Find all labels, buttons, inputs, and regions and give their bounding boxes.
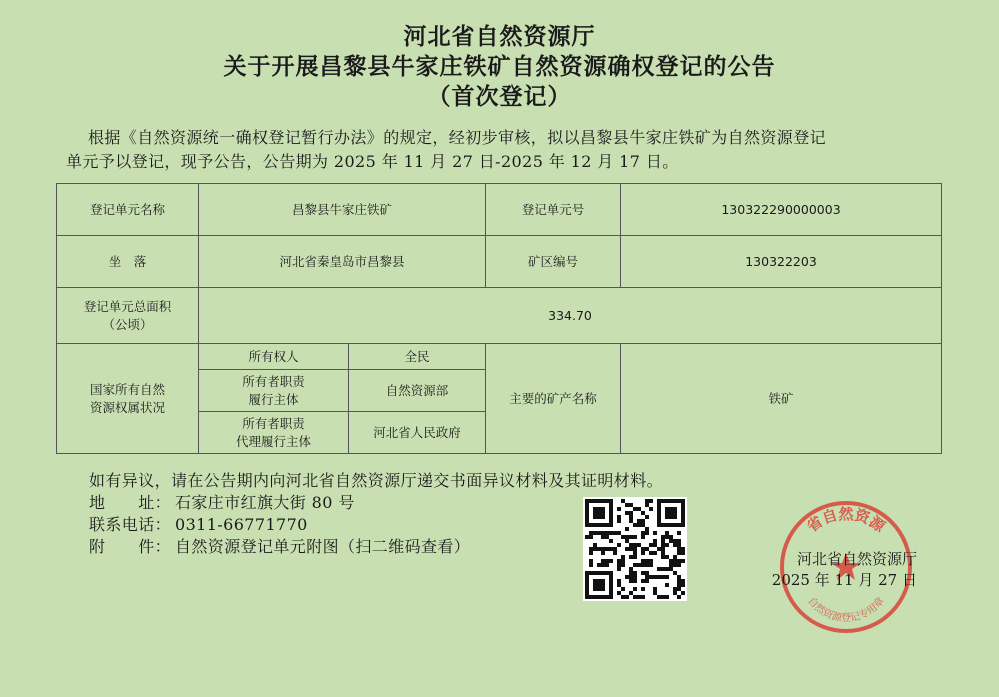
owner-value: 全民 <box>349 344 486 370</box>
owner-label: 所有权人 <box>199 344 349 370</box>
attachment-value: 自然资源登记单元附图（扫二维码查看） <box>175 537 471 556</box>
proxy-label-line-1: 所有者职责 <box>242 415 305 431</box>
table-row <box>57 184 942 236</box>
mine-no-value: 130322203 <box>621 236 942 288</box>
title-line-2: 关于开展昌黎县牛家庄铁矿自然资源确权登记的公告 <box>223 54 776 80</box>
title-line-3: （首次登记） <box>427 84 572 110</box>
area-label-line-1: 登记单元总面积 <box>83 298 172 314</box>
signature-org: 河北省自然资源厅 <box>796 550 917 568</box>
duty-label-line-2: 履行主体 <box>248 391 299 407</box>
objection-text: 如有异议，请在公告期内向河北省自然资源厅递交书面异议材料及其证明材料。 <box>89 471 664 490</box>
location-label: 坐 落 <box>57 236 199 288</box>
seal-bottom-text: 自然资源登记专用章 <box>805 595 887 624</box>
announcement-title <box>0 22 999 112</box>
ownership-label-line-1: 国家所有自然 <box>89 381 165 397</box>
table-row <box>57 236 942 288</box>
mineral-value: 铁矿 <box>621 344 942 454</box>
area-value: 334.70 <box>199 288 942 344</box>
mineral-label: 主要的矿产名称 <box>486 344 621 454</box>
duty-label-line-1: 所有者职责 <box>242 373 305 389</box>
proxy-label <box>199 412 349 454</box>
duty-value: 自然资源部 <box>349 370 486 412</box>
area-label <box>57 288 199 344</box>
address-label: 地 址： <box>89 493 172 512</box>
unit-name-value: 昌黎县牛家庄铁矿 <box>199 184 486 236</box>
ownership-label <box>57 344 199 454</box>
proxy-label-line-2: 代理履行主体 <box>235 433 311 449</box>
intro-text-1: 根据《自然资源统一确权登记暂行办法》的规定，经初步审核，拟以昌黎县牛家庄铁矿为自然资源登记 <box>88 128 827 147</box>
table-row <box>57 288 942 344</box>
intro-paragraph <box>66 126 946 174</box>
address-value: 石家庄市红旗大街 80 号 <box>175 493 355 512</box>
proxy-value: 河北省人民政府 <box>349 412 486 454</box>
registration-table <box>56 183 942 454</box>
signature-date: 2025 年 11 月 27 日 <box>771 571 917 589</box>
location-value: 河北省秦皇岛市昌黎县 <box>199 236 486 288</box>
unit-name-label: 登记单元名称 <box>57 184 199 236</box>
ownership-label-line-2: 资源权属状况 <box>89 399 165 415</box>
seal-top-text: 省自然资源 <box>803 505 889 536</box>
unit-no-value: 130322290000003 <box>621 184 942 236</box>
phone-label: 联系电话： <box>89 515 172 534</box>
qr-code-graphic <box>583 497 687 601</box>
qr-code-icon[interactable] <box>583 497 687 601</box>
footer-info <box>89 470 663 558</box>
duty-label <box>199 370 349 412</box>
intro-text-2: 单元予以登记，现予公告，公告期为 2025 年 11 月 27 日-2025 年 12 月 17 日。 <box>66 152 679 171</box>
title-line-1: 河北省自然资源厅 <box>403 24 596 50</box>
signature-block <box>757 549 917 591</box>
table-row <box>57 344 942 370</box>
unit-no-label: 登记单元号 <box>486 184 621 236</box>
attachment-label: 附 件： <box>89 537 172 556</box>
phone-value: 0311-66771770 <box>175 515 308 534</box>
area-label-line-2: （公顷） <box>102 316 153 332</box>
mine-no-label: 矿区编号 <box>486 236 621 288</box>
